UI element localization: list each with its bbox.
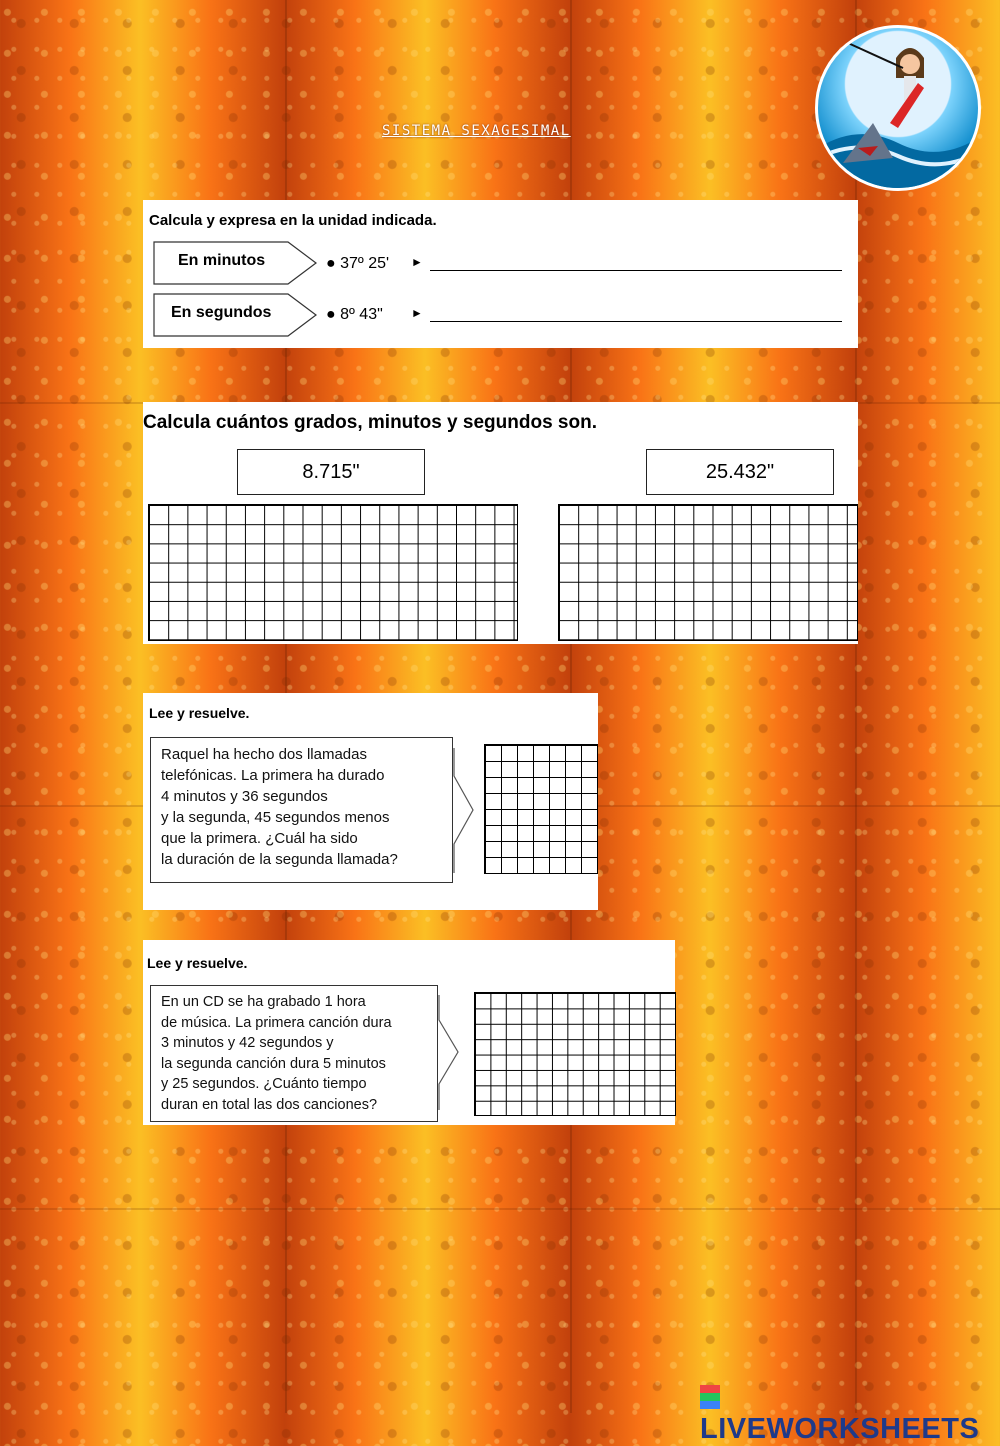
problem-text-box bbox=[150, 985, 438, 1122]
bracket-arrow-icon bbox=[453, 748, 475, 873]
liveworksheets-logo bbox=[700, 1380, 1000, 1446]
problem-line: duran en total las dos canciones? bbox=[161, 1096, 378, 1113]
section-heading: Lee y resuelve. bbox=[147, 955, 248, 971]
problem-line: y la segunda, 45 segundos menos bbox=[161, 809, 390, 826]
problem-line: la duración de la segunda llamada? bbox=[161, 851, 398, 868]
problem-line: 4 minutos y 36 segundos bbox=[161, 788, 328, 805]
problem-text-box bbox=[150, 737, 453, 883]
angle-expression: ● 37º 25' bbox=[326, 255, 390, 272]
problem-line: telefónicas. La primera ha durado bbox=[161, 767, 385, 784]
unit-tag-minutes bbox=[153, 240, 318, 286]
arrow-icon: ► bbox=[411, 255, 423, 269]
brand-icon bbox=[700, 1385, 720, 1409]
calculation-grid[interactable] bbox=[474, 992, 676, 1116]
answer-input-minutes[interactable] bbox=[430, 250, 846, 272]
page-title: SISTEMA SEXAGESIMAL bbox=[382, 123, 571, 139]
tile-seam bbox=[0, 1208, 1000, 1210]
value-box: 25.432" bbox=[646, 449, 834, 495]
avatar-logo bbox=[815, 25, 981, 191]
unit-label: En minutos bbox=[178, 252, 266, 269]
value-box: 8.715" bbox=[237, 449, 425, 495]
answer-line-minutes[interactable] bbox=[430, 270, 842, 271]
section-problem-card bbox=[143, 940, 675, 1125]
unit-tag-seconds bbox=[153, 292, 318, 338]
section-convert-card bbox=[143, 200, 858, 348]
problem-line: y 25 segundos. ¿Cuánto tiempo bbox=[161, 1076, 367, 1092]
angle-expression: ● 8º 43" bbox=[326, 306, 383, 323]
unit-label: En segundos bbox=[171, 304, 272, 321]
problem-line: 3 minutos y 42 segundos y bbox=[161, 1035, 334, 1051]
answer-line-seconds[interactable] bbox=[430, 321, 842, 322]
calculation-grid[interactable] bbox=[558, 504, 858, 641]
problem-line: Raquel ha hecho dos llamadas bbox=[161, 746, 367, 763]
section-heading: Calcula cuántos grados, minutos y segundos son. bbox=[143, 412, 597, 433]
problem-line: En un CD se ha grabado 1 hora bbox=[161, 994, 366, 1010]
problem-line: que la primera. ¿Cuál ha sido bbox=[161, 830, 358, 847]
section-problem-card bbox=[143, 693, 598, 910]
section-heading: Calcula y expresa en la unidad indicada. bbox=[149, 212, 437, 229]
section-heading: Lee y resuelve. bbox=[149, 705, 250, 721]
problem-line: de música. La primera canción dura bbox=[161, 1014, 392, 1031]
brand-text: LIVEWORKSHEETS bbox=[700, 1413, 980, 1445]
arrow-icon: ► bbox=[411, 306, 423, 320]
answer-input-seconds[interactable] bbox=[430, 301, 846, 323]
bracket-arrow-icon bbox=[438, 995, 460, 1110]
problem-line: la segunda canción dura 5 minutos bbox=[161, 1055, 386, 1072]
section-decompose-card bbox=[143, 402, 858, 644]
calculation-grid[interactable] bbox=[148, 504, 518, 641]
calculation-grid[interactable] bbox=[484, 744, 598, 874]
